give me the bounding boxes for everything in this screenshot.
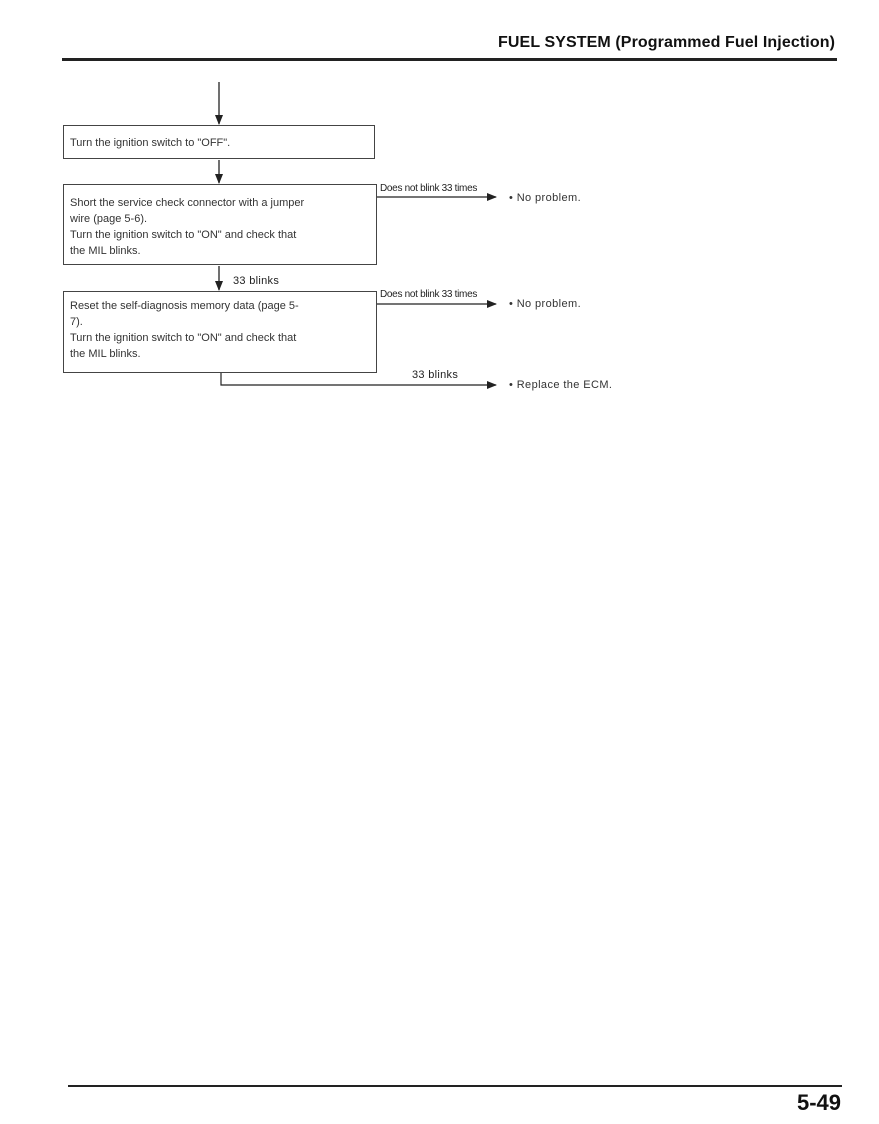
branch-label-step2-no: Does not blink 33 times xyxy=(380,183,478,194)
flowchart-step-short-connector: Short the service check connector with a jumper wire (page 5-6). Turn the ignition switch to "ON" and check that the MIL blinks. xyxy=(63,184,377,265)
branch-label-step3-no: Does not blink 33 times xyxy=(380,289,478,300)
flowchart-step-reset-memory: Reset the self-diagnosis memory data (page 5- 7). Turn the ignition switch to "ON" and check that the MIL blinks. xyxy=(63,291,377,373)
result-no-problem-2: • No problem. xyxy=(509,298,582,310)
page-number: 5-49 xyxy=(796,1090,841,1115)
page-header-title: FUEL SYSTEM (Programmed Fuel Injection) xyxy=(498,34,835,51)
result-no-problem-1: • No problem. xyxy=(509,192,582,204)
branch-label-step2-yes: 33 blinks xyxy=(233,275,280,287)
branch-label-step3-yes: 33 blinks xyxy=(412,369,459,381)
flowchart-step-ignition-off: Turn the ignition switch to "OFF". xyxy=(63,125,375,159)
result-replace-ecm: • Replace the ECM. xyxy=(509,379,613,391)
footer-rule xyxy=(68,1085,842,1087)
